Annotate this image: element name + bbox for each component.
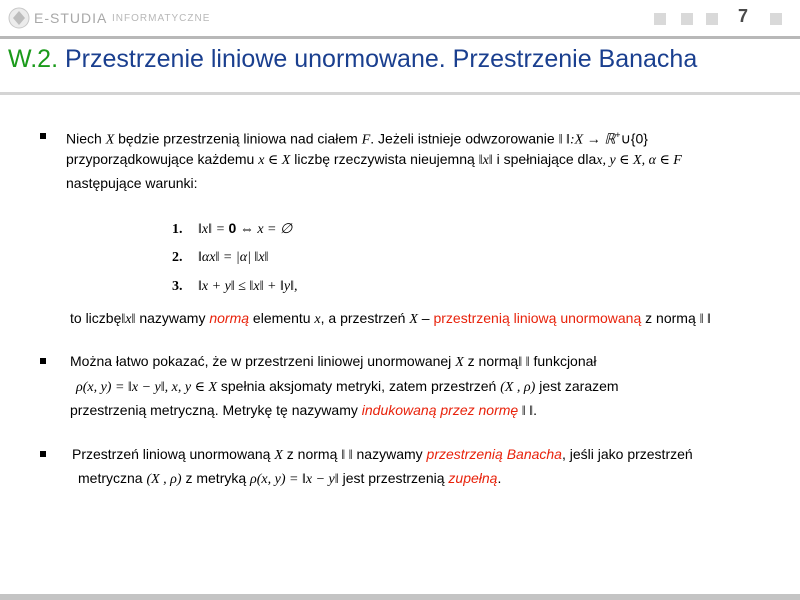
block3-line1: Przestrzeń liniową unormowaną X z normą ‖ ‖ nazywamy przestrzenią Banacha, jeśli jako przestrzeń bbox=[72, 446, 693, 463]
bullet-3 bbox=[40, 451, 46, 457]
condition-2: 2. ‖αx‖ = |α| ‖x‖ bbox=[172, 250, 269, 265]
nav-square-2[interactable] bbox=[681, 13, 693, 25]
logo-subtext: INFORMATYCZNE bbox=[112, 13, 211, 24]
header-divider bbox=[0, 36, 800, 39]
nav-square-1[interactable] bbox=[654, 13, 666, 25]
title-text: Przestrzenie liniowe unormowane. Przestrzenie Banacha bbox=[64, 45, 698, 73]
title-divider bbox=[0, 92, 800, 95]
bullet-2 bbox=[40, 358, 46, 364]
condition-1: 1. ‖x‖ = 0 ⇔ x = ∅ bbox=[172, 220, 293, 237]
block1-line1: Niech X będzie przestrzenią liniowa nad ciałem F. Jeżeli istnieje odwzorowanie ‖ ‖:X → ℝ+∪{0} bbox=[66, 130, 648, 148]
block2-line3: przestrzenią metryczną. Metrykę tę nazywamy indukowaną przez normę ‖ ‖. bbox=[70, 402, 537, 419]
norm-definition: to liczbę‖x‖ nazywamy normą elementu x, a przestrzeń X – przestrzenią liniową unormowaną z normą ‖ ‖ bbox=[70, 310, 711, 327]
page-number: 7 bbox=[738, 6, 749, 26]
logo-icon bbox=[8, 7, 30, 29]
block2-line1: Można łatwo pokazać, że w przestrzeni liniowej unormowanej X z normą‖ ‖ funkcjonał bbox=[70, 353, 597, 370]
block3-line2: metryczna (X , ρ) z metryką ρ(x, y) = ‖x − y‖ jest przestrzenią zupełną. bbox=[78, 470, 502, 487]
nav-square-4[interactable] bbox=[770, 13, 782, 25]
block1-line3: następujące warunki: bbox=[66, 175, 198, 191]
title-prefix: W.2. bbox=[8, 45, 59, 73]
condition-3: 3. ‖x + y‖ ≤ ‖x‖ + ‖y‖, bbox=[172, 279, 298, 294]
page-title bbox=[8, 45, 697, 74]
footer-bar bbox=[0, 594, 800, 600]
header bbox=[0, 0, 800, 36]
logo-text: E-STUDIA bbox=[34, 10, 108, 26]
bullet-1 bbox=[40, 133, 46, 139]
block1-line2: przyporządkowujące każdemu x ∈ X liczbę rzeczywista nieujemną ‖x‖ i spełniające dlax, y ∈ X, α ∈ F bbox=[66, 151, 682, 168]
nav-square-3[interactable] bbox=[706, 13, 718, 25]
block2-line2: ρ(x, y) = ‖x − y‖, x, y ∈ X spełnia aksjomaty metryki, zatem przestrzeń (X , ρ) jest zarazem bbox=[76, 378, 619, 395]
